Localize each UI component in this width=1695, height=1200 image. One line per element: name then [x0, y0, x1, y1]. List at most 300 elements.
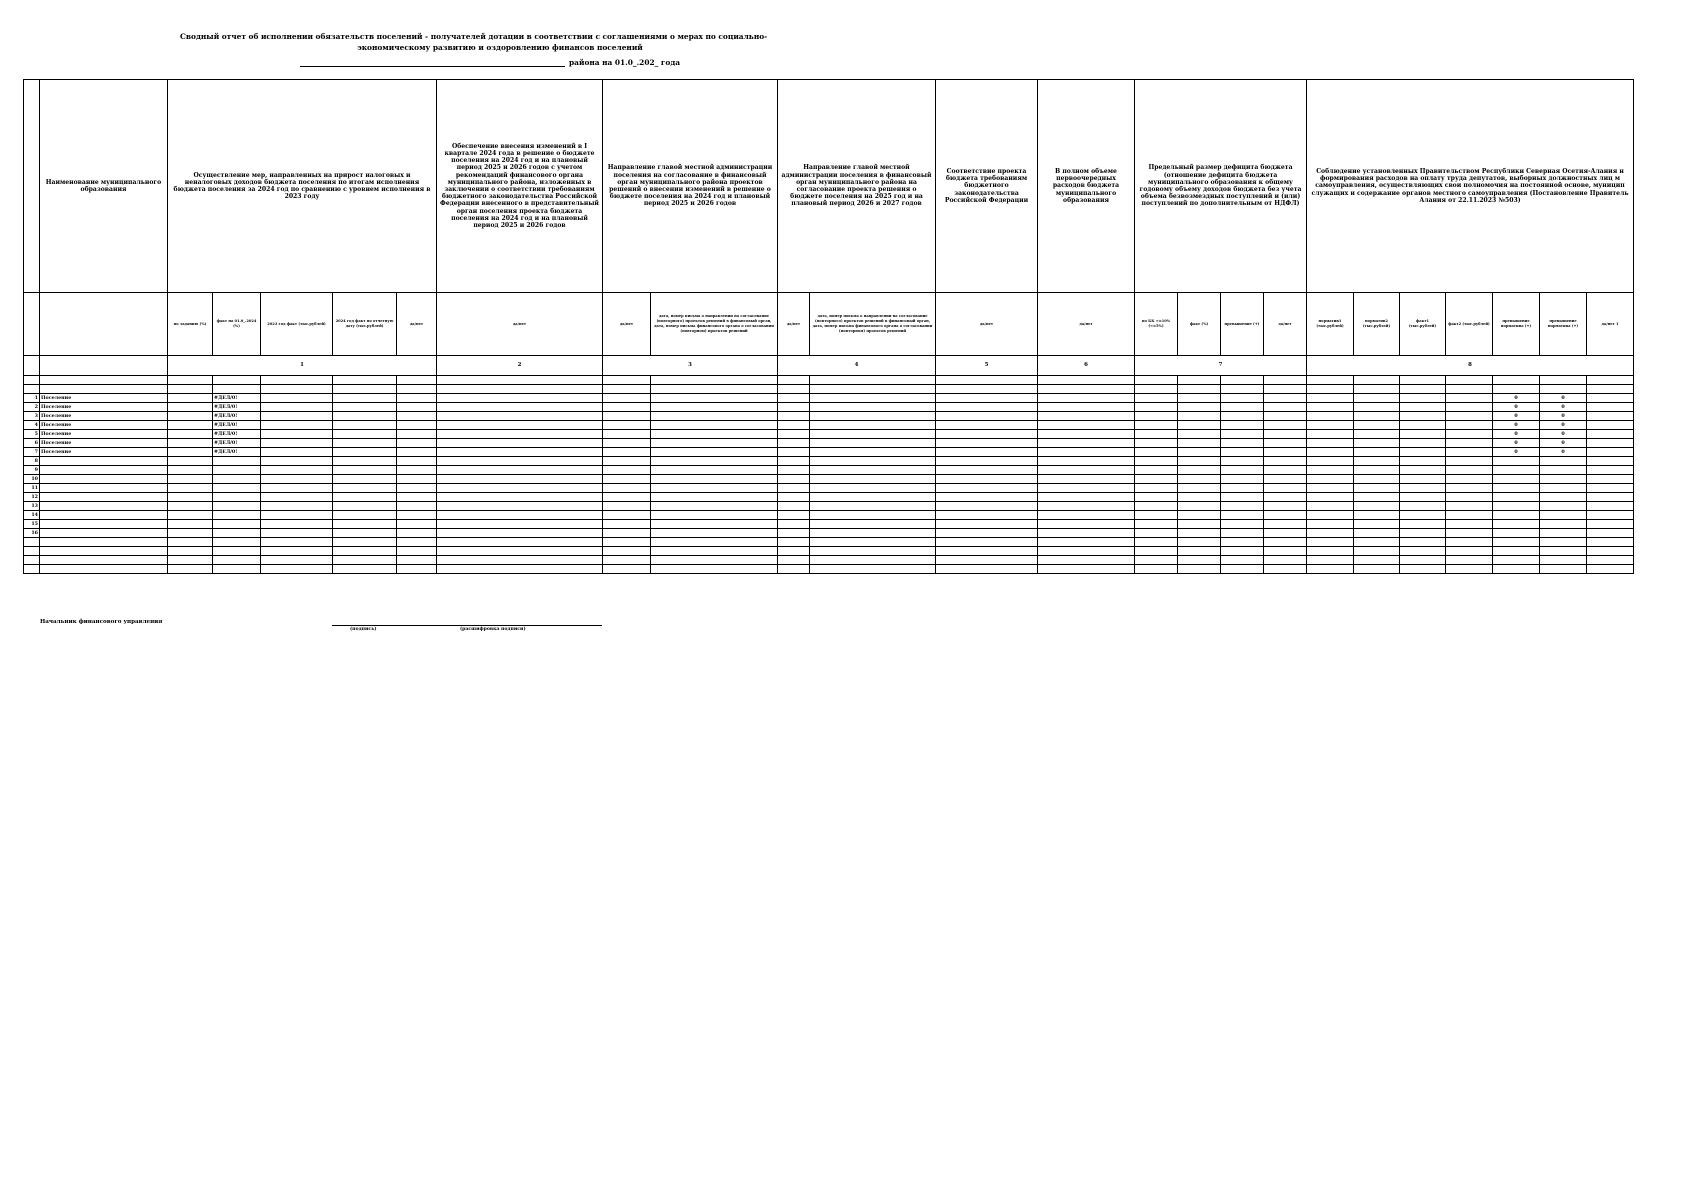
- table-cell: [1587, 538, 1634, 547]
- table-cell: [1135, 394, 1178, 403]
- excess-norm2-cell: [1540, 520, 1587, 529]
- table-cell: [397, 448, 437, 457]
- table-cell: [1135, 520, 1178, 529]
- table-cell: [1307, 439, 1354, 448]
- table-cell: [1178, 421, 1221, 430]
- table-row: [24, 520, 1634, 529]
- table-cell: [778, 502, 810, 511]
- table-cell: [261, 547, 333, 556]
- table-cell: [1400, 376, 1446, 385]
- table-cell: [168, 412, 213, 421]
- table-cell: [397, 556, 437, 565]
- table-cell: [1178, 565, 1221, 574]
- col-header-8: Предельный размер дефицита бюджета (отношение дефицита бюджета муниципального образования к общему годовому объему доходов бюджета без учета объема безвозмездных поступлений и (или) поступлений по дополнительным от НДФЛ): [1135, 80, 1307, 293]
- fact-percent-cell: #ДЕЛ/0!: [213, 394, 261, 403]
- table-cell: [1354, 412, 1400, 421]
- table-row: [24, 448, 1634, 457]
- table-cell: [936, 520, 1038, 529]
- table-cell: [397, 547, 437, 556]
- excess-norm1-cell: [1493, 547, 1540, 556]
- col-header-6: Соответствие проекта бюджета требованиям бюджетного законодательства Российской Федерации: [936, 80, 1038, 293]
- table-cell: [778, 385, 810, 394]
- table-cell: [1264, 457, 1307, 466]
- table-cell: [1587, 376, 1634, 385]
- table-cell: [168, 520, 213, 529]
- table-cell: [397, 457, 437, 466]
- report-table: [23, 79, 1634, 574]
- table-cell: [1135, 556, 1178, 565]
- subheader-cell: факт на 01.0_.2024 (%): [213, 293, 261, 356]
- table-cell: [1400, 538, 1446, 547]
- report-table-wrap: [23, 79, 1634, 574]
- excess-norm2-cell: [1540, 511, 1587, 520]
- table-cell: [397, 466, 437, 475]
- row-number-cell: 1: [24, 394, 40, 403]
- subheader-cell: факт2 (тыс.рублей): [1446, 293, 1493, 356]
- table-cell: [1400, 466, 1446, 475]
- table-cell: [437, 484, 603, 493]
- table-cell: [1038, 430, 1135, 439]
- table-cell: [778, 475, 810, 484]
- table-cell: [778, 556, 810, 565]
- table-cell: [1264, 475, 1307, 484]
- table-cell: [603, 502, 651, 511]
- table-cell: [168, 547, 213, 556]
- table-cell: [1135, 457, 1178, 466]
- table-cell: [1354, 475, 1400, 484]
- table-cell: [1135, 511, 1178, 520]
- table-cell: [168, 538, 213, 547]
- excess-norm2-cell: [1540, 484, 1587, 493]
- table-cell: [1264, 439, 1307, 448]
- table-row: [24, 511, 1634, 520]
- table-cell: [603, 538, 651, 547]
- table-cell: [437, 457, 603, 466]
- table-cell: [333, 466, 397, 475]
- table-cell: [261, 502, 333, 511]
- excess-norm2-cell: [1540, 565, 1587, 574]
- table-cell: [1178, 502, 1221, 511]
- table-cell: [1307, 421, 1354, 430]
- table-cell: [936, 484, 1038, 493]
- table-cell: [1354, 430, 1400, 439]
- table-cell: [1587, 484, 1634, 493]
- table-cell: [1221, 403, 1264, 412]
- table-cell: [1178, 439, 1221, 448]
- table-cell: [437, 412, 603, 421]
- table-cell: [397, 520, 437, 529]
- signature-caption: (подпись): [350, 627, 377, 632]
- table-cell: [1135, 493, 1178, 502]
- table-cell: [603, 376, 651, 385]
- table-cell: [1446, 502, 1493, 511]
- table-cell: [810, 547, 936, 556]
- table-cell: [1221, 466, 1264, 475]
- table-cell: [437, 565, 603, 574]
- table-cell: [1178, 475, 1221, 484]
- excess-norm1-cell: [1493, 556, 1540, 565]
- signature-line: [332, 625, 602, 626]
- fact-percent-cell: [213, 520, 261, 529]
- table-cell: [397, 421, 437, 430]
- municipality-name-cell: Поселение: [40, 421, 168, 430]
- row-number-cell: 6: [24, 439, 40, 448]
- table-cell: [1587, 565, 1634, 574]
- table-cell: [1400, 448, 1446, 457]
- row-number-cell: 8: [24, 457, 40, 466]
- excess-norm2-cell: [1540, 547, 1587, 556]
- table-cell: [1264, 385, 1307, 394]
- table-cell: [651, 565, 778, 574]
- excess-norm1-cell: [1493, 565, 1540, 574]
- table-cell: [1135, 565, 1178, 574]
- municipality-name-cell: Поселение: [40, 403, 168, 412]
- table-cell: [1587, 385, 1634, 394]
- table-cell: [1307, 484, 1354, 493]
- excess-norm1-cell: [1493, 385, 1540, 394]
- table-cell: [1307, 430, 1354, 439]
- table-cell: [1400, 421, 1446, 430]
- table-cell: [1135, 448, 1178, 457]
- fact-percent-cell: #ДЕЛ/0!: [213, 412, 261, 421]
- table-cell: [1178, 448, 1221, 457]
- table-cell: [1221, 538, 1264, 547]
- table-cell: [1221, 547, 1264, 556]
- table-cell: [333, 421, 397, 430]
- table-cell: [333, 385, 397, 394]
- table-cell: [651, 475, 778, 484]
- table-cell: [437, 475, 603, 484]
- table-cell: [1178, 484, 1221, 493]
- table-cell: [333, 511, 397, 520]
- table-cell: [1400, 529, 1446, 538]
- fact-percent-cell: [213, 529, 261, 538]
- table-cell: [1307, 502, 1354, 511]
- table-cell: [1446, 376, 1493, 385]
- subheader-cell: [40, 293, 168, 356]
- table-cell: [1221, 376, 1264, 385]
- table-cell: [261, 475, 333, 484]
- subheader-cell: да/нет: [936, 293, 1038, 356]
- row-number-cell: 15: [24, 520, 40, 529]
- table-cell: [397, 493, 437, 502]
- table-cell: [1354, 538, 1400, 547]
- table-cell: [1307, 547, 1354, 556]
- table-cell: [1307, 520, 1354, 529]
- municipality-name-cell: Поселение: [40, 394, 168, 403]
- table-cell: [1354, 376, 1400, 385]
- subheader-cell: да/нет: [397, 293, 437, 356]
- table-cell: [437, 502, 603, 511]
- table-cell: [651, 529, 778, 538]
- table-cell: [1038, 421, 1135, 430]
- table-cell: [1264, 502, 1307, 511]
- table-cell: [261, 412, 333, 421]
- column-number-cell: [40, 356, 168, 376]
- table-cell: [936, 430, 1038, 439]
- table-cell: [1264, 376, 1307, 385]
- table-cell: [1446, 457, 1493, 466]
- table-cell: [603, 403, 651, 412]
- table-cell: [936, 385, 1038, 394]
- table-row: [24, 457, 1634, 466]
- col-header-5: Направление главой местной администрации поселения в финансовый орган муниципального района на согласование проекта решения о бюджете поселения на 2025 год и на плановый период 2026 и 2027 годов: [778, 80, 936, 293]
- table-cell: [810, 475, 936, 484]
- table-cell: [778, 448, 810, 457]
- excess-norm2-cell: 0: [1540, 394, 1587, 403]
- table-cell: [1038, 565, 1135, 574]
- table-cell: [936, 448, 1038, 457]
- municipality-name-cell: [40, 385, 168, 394]
- fact-percent-cell: [213, 493, 261, 502]
- header-index-cell: [24, 80, 40, 293]
- subheader-cell: 2024 год факт по отчетную дату (тыс.рублей): [333, 293, 397, 356]
- table-cell: [1400, 565, 1446, 574]
- table-cell: [1038, 457, 1135, 466]
- table-cell: [810, 457, 936, 466]
- table-cell: [651, 457, 778, 466]
- table-cell: [1135, 403, 1178, 412]
- subheader-cell: факт (%): [1178, 293, 1221, 356]
- table-cell: [1446, 466, 1493, 475]
- table-cell: [603, 529, 651, 538]
- municipality-name-cell: [40, 511, 168, 520]
- table-cell: [261, 421, 333, 430]
- subheader-cell: превышение норматива (+): [1540, 293, 1587, 356]
- fact-percent-cell: #ДЕЛ/0!: [213, 430, 261, 439]
- subheader-cell: да/нет: [1038, 293, 1135, 356]
- table-cell: [810, 385, 936, 394]
- table-cell: [1446, 403, 1493, 412]
- table-cell: [437, 439, 603, 448]
- column-number-cell: 3: [603, 356, 778, 376]
- table-cell: [810, 565, 936, 574]
- table-cell: [261, 376, 333, 385]
- table-cell: [1587, 556, 1634, 565]
- table-cell: [1135, 475, 1178, 484]
- row-number-cell: [24, 565, 40, 574]
- table-cell: [1446, 475, 1493, 484]
- table-cell: [168, 430, 213, 439]
- table-cell: [1221, 385, 1264, 394]
- table-cell: [810, 439, 936, 448]
- report-title: [180, 31, 820, 53]
- subheader-cell: да/нет: [603, 293, 651, 356]
- excess-norm1-cell: [1493, 529, 1540, 538]
- table-cell: [437, 385, 603, 394]
- table-cell: [1221, 448, 1264, 457]
- excess-norm2-cell: [1540, 475, 1587, 484]
- excess-norm2-cell: [1540, 493, 1587, 502]
- table-cell: [1400, 394, 1446, 403]
- subheader-cell: да/нет: [437, 293, 603, 356]
- table-cell: [1038, 520, 1135, 529]
- table-cell: [1178, 457, 1221, 466]
- table-cell: [1307, 403, 1354, 412]
- excess-norm1-cell: [1493, 520, 1540, 529]
- excess-norm2-cell: 0: [1540, 439, 1587, 448]
- table-cell: [1178, 385, 1221, 394]
- table-cell: [168, 556, 213, 565]
- period-label: района на 01.0_.202_ года: [569, 58, 681, 67]
- table-cell: [1307, 565, 1354, 574]
- table-cell: [778, 565, 810, 574]
- table-cell: [651, 430, 778, 439]
- table-cell: [333, 529, 397, 538]
- table-cell: [1135, 529, 1178, 538]
- table-cell: [1178, 403, 1221, 412]
- table-cell: [1264, 538, 1307, 547]
- table-row: [24, 385, 1634, 394]
- table-cell: [651, 484, 778, 493]
- table-cell: [1264, 448, 1307, 457]
- table-cell: [333, 448, 397, 457]
- table-row: [24, 439, 1634, 448]
- row-number-cell: [24, 547, 40, 556]
- table-cell: [261, 493, 333, 502]
- excess-norm2-cell: [1540, 376, 1587, 385]
- table-cell: [1400, 484, 1446, 493]
- municipality-name-cell: [40, 565, 168, 574]
- table-cell: [261, 430, 333, 439]
- table-cell: [936, 547, 1038, 556]
- subheader-cell: по заданию (%): [168, 293, 213, 356]
- table-cell: [261, 538, 333, 547]
- table-cell: [397, 403, 437, 412]
- table-cell: [1178, 394, 1221, 403]
- table-cell: [1446, 529, 1493, 538]
- table-row: [24, 394, 1634, 403]
- table-cell: [1038, 439, 1135, 448]
- excess-norm2-cell: 0: [1540, 430, 1587, 439]
- subheader-cell: факт1 (тыс.рублей): [1400, 293, 1446, 356]
- table-cell: [1400, 412, 1446, 421]
- table-cell: [437, 448, 603, 457]
- table-cell: [261, 448, 333, 457]
- table-cell: [1354, 511, 1400, 520]
- table-cell: [603, 520, 651, 529]
- excess-norm1-cell: [1493, 376, 1540, 385]
- table-cell: [1354, 421, 1400, 430]
- table-cell: [1307, 475, 1354, 484]
- row-number-cell: 7: [24, 448, 40, 457]
- table-cell: [1400, 475, 1446, 484]
- table-cell: [333, 556, 397, 565]
- table-cell: [778, 439, 810, 448]
- table-cell: [1446, 493, 1493, 502]
- table-cell: [1400, 403, 1446, 412]
- table-row: [24, 376, 1634, 385]
- table-cell: [168, 565, 213, 574]
- table-cell: [651, 502, 778, 511]
- table-cell: [1446, 430, 1493, 439]
- column-number-cell: 2: [437, 356, 603, 376]
- decoding-caption: (расшифровка подписи): [460, 627, 526, 632]
- table-cell: [397, 475, 437, 484]
- excess-norm2-cell: [1540, 385, 1587, 394]
- table-row: [24, 502, 1634, 511]
- table-cell: [1264, 529, 1307, 538]
- table-cell: [1264, 412, 1307, 421]
- table-cell: [1587, 403, 1634, 412]
- table-cell: [333, 430, 397, 439]
- table-cell: [603, 493, 651, 502]
- table-cell: [1221, 475, 1264, 484]
- table-row: [24, 484, 1634, 493]
- table-cell: [1038, 466, 1135, 475]
- table-cell: [1400, 511, 1446, 520]
- table-cell: [333, 502, 397, 511]
- table-cell: [1264, 466, 1307, 475]
- table-cell: [1221, 439, 1264, 448]
- table-cell: [397, 502, 437, 511]
- table-cell: [936, 502, 1038, 511]
- table-cell: [1307, 385, 1354, 394]
- row-number-cell: 12: [24, 493, 40, 502]
- table-cell: [1354, 529, 1400, 538]
- subheader-cell: превышение норматива (+): [1493, 293, 1540, 356]
- table-cell: [1307, 457, 1354, 466]
- table-cell: [810, 502, 936, 511]
- table-cell: [1264, 493, 1307, 502]
- table-cell: [936, 565, 1038, 574]
- table-cell: [261, 556, 333, 565]
- table-cell: [1307, 538, 1354, 547]
- col-header-3: Обеспечение внесения изменений в I квартале 2024 года в решение о бюджете поселения на 2024 год и на плановый период 2025 и 2026 годов с учетом рекомендаций финансового органа муниципального района, изложенных в заключении о соответствии требованиям бюджетного законодательства Российской Федерации внесенного в представительный орган поселения проекта бюджета поселения на 2024 год и на плановый период 2025 и 2026 годов: [437, 80, 603, 293]
- table-row: [24, 430, 1634, 439]
- fact-percent-cell: [213, 466, 261, 475]
- table-cell: [810, 556, 936, 565]
- table-cell: [437, 430, 603, 439]
- table-cell: [1354, 394, 1400, 403]
- table-cell: [778, 457, 810, 466]
- excess-norm1-cell: 0: [1493, 394, 1540, 403]
- table-cell: [168, 457, 213, 466]
- table-cell: [1354, 403, 1400, 412]
- table-cell: [1307, 511, 1354, 520]
- table-cell: [1446, 538, 1493, 547]
- table-cell: [778, 529, 810, 538]
- table-cell: [1587, 421, 1634, 430]
- table-cell: [651, 511, 778, 520]
- table-cell: [810, 484, 936, 493]
- table-cell: [1264, 565, 1307, 574]
- table-cell: [1264, 403, 1307, 412]
- table-cell: [651, 466, 778, 475]
- table-cell: [1587, 394, 1634, 403]
- table-cell: [168, 502, 213, 511]
- table-cell: [651, 520, 778, 529]
- table-cell: [168, 475, 213, 484]
- table-cell: [603, 448, 651, 457]
- row-number-cell: 16: [24, 529, 40, 538]
- table-cell: [437, 547, 603, 556]
- table-cell: [778, 511, 810, 520]
- table-cell: [397, 430, 437, 439]
- column-number-cell: 5: [936, 356, 1038, 376]
- table-cell: [936, 493, 1038, 502]
- table-cell: [651, 421, 778, 430]
- table-cell: [1264, 556, 1307, 565]
- table-cell: [1038, 529, 1135, 538]
- table-cell: [437, 403, 603, 412]
- table-cell: [651, 538, 778, 547]
- table-cell: [261, 457, 333, 466]
- table-cell: [1354, 466, 1400, 475]
- excess-norm1-cell: [1493, 457, 1540, 466]
- fact-percent-cell: #ДЕЛ/0!: [213, 439, 261, 448]
- row-number-cell: [24, 376, 40, 385]
